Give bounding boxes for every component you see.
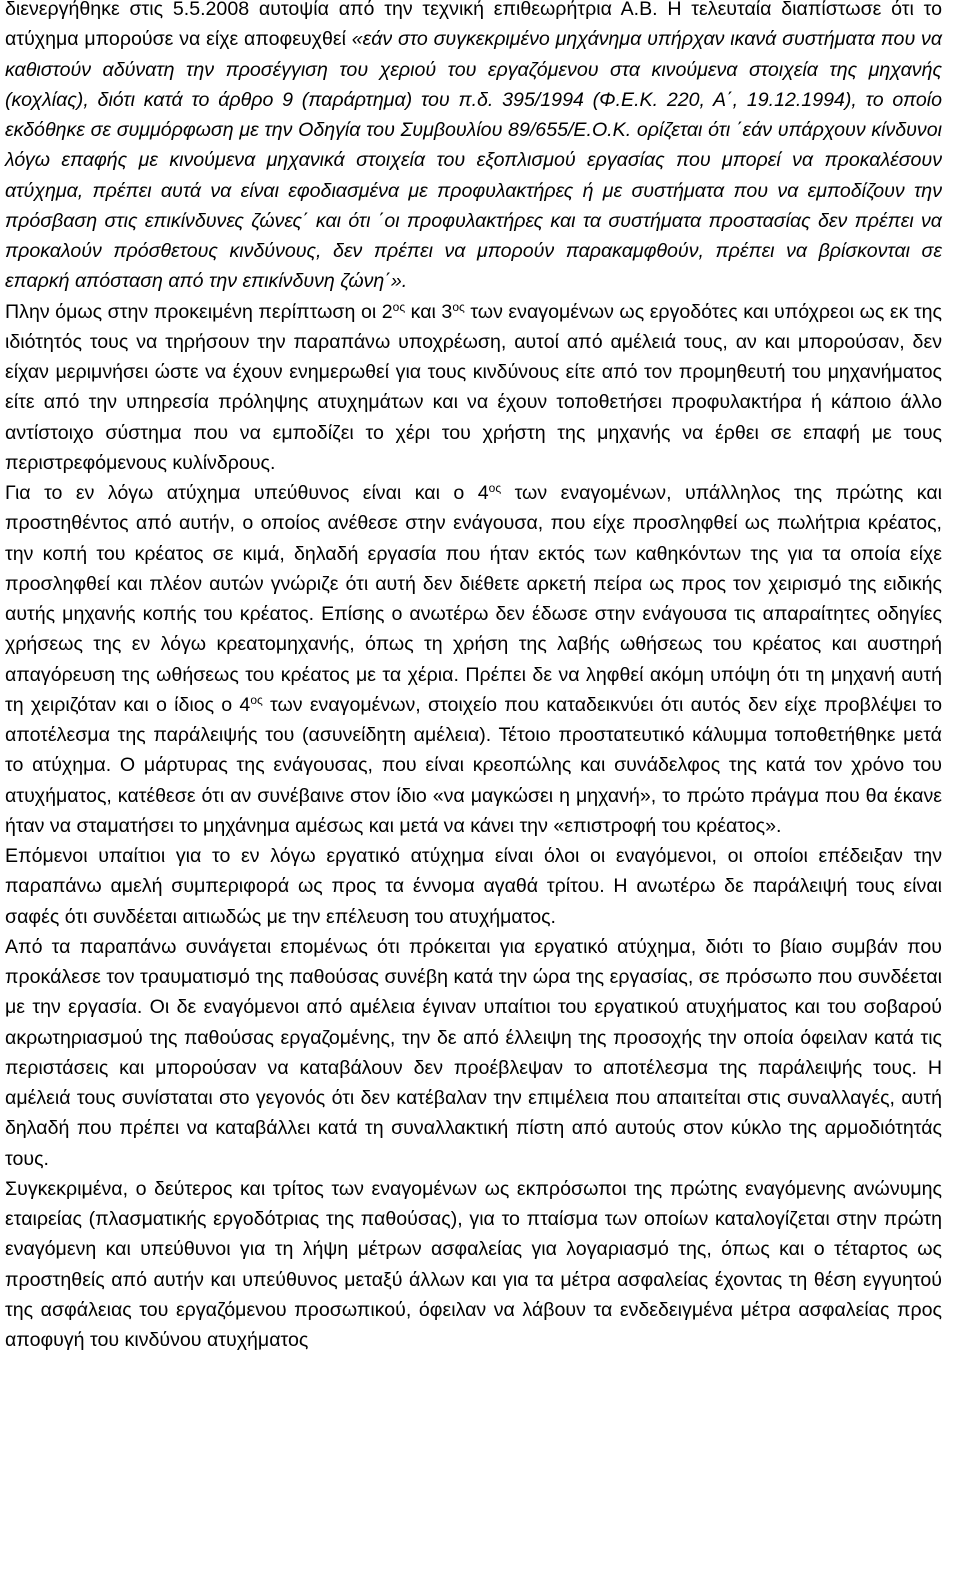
- document-page: [5, 0, 942, 1355]
- paragraph-2: [5, 297, 942, 479]
- ordinal-superscript: ος: [250, 692, 263, 707]
- ordinal-superscript: ος: [488, 481, 502, 495]
- paragraph-2-text-a: Πλην όμως στην προκειμένη περίπτωση οι 2: [5, 300, 393, 323]
- paragraph-3-text-a: Για το εν λόγω ατύχημα υπεύθυνος είναι και ο 4: [5, 482, 489, 504]
- paragraph-3: [5, 478, 942, 841]
- paragraph-1: [5, 0, 942, 297]
- paragraph-5: Από τα παραπάνω συνάγεται επομένως ότι πρόκειται για εργατικό ατύχημα, διότι το βίαιο συμβάν που προκάλεσε τον τραυματισμό της παθούσας συνέβη κατά την ώρα της εργασίας, σε πρόσωπο που συνδέεται με την εργασία. Οι δε εναγόμενοι από αμέλεια έγιναν υπαίτιοι του εργατικού ατυχήματος και του σοβαρού ακρωτηριασμού της παθούσας εργαζομένης, την δε από έλλειψη της προσοχής την οποία όφειλαν κατά τις περιστάσεις και μπορούσαν να καταβάλουν δεν προέβλεψαν το αποτέλεσμα της παράλειψής τους. Η αμέλειά τους συνίσταται στο γεγονός ότι δεν κατέβαλαν την επιμέλεια που απαιτείται στις συναλλαγές, αυτή δηλαδή που πρέπει να καταβάλλει κατά τη συναλλακτική πίστη από αυτούς στον κύκλο της αρμοδιότητάς τους.: [5, 935, 942, 1170]
- ordinal-superscript: ος: [452, 299, 465, 314]
- paragraph-6: Συγκεκριμένα, ο δεύτερος και τρίτος των εναγομένων ως εκπρόσωποι της πρώτης εναγόμενης ανώνυμης εταιρείας (πλασματικής εργοδότριας της παθούσας), για το πταίσμα των οποίων καταλογίζεται στην πρώτη εναγόμενη και υπεύθυνοι για τη λήψη μέτρων ασφαλείας για λογαριασμό της, όπως και ο τέταρτος ως προστηθείς από αυτήν και υπεύθυνος μεταξύ άλλων και για τα μέτρα ασφαλείας έχοντας τη θέση εγγυητού της ασφάλειας του εργαζόμενου προσωπικού, όφειλαν να λάβουν τα ενδεδειγμένα μέτρα ασφαλείας προς αποφυγή του κινδύνου ατυχήματος: [5, 1177, 942, 1351]
- paragraph-3-text-c: των εναγομένων, στοιχείο που καταδεικνύει ότι αυτός δεν είχε προβλέψει το αποτέλεσμα της παράλειψής του (ασυνείδητη αμέλεια). Τέτοιο προστατευτικό κάλυμμα τοποθετήθηκε μετά το ατύχημα. Ο μάρτυρας της ενάγουσας, που είναι κρεοπώλης και συνάδελφος της κατά τον χρόνο του ατυχήματος, κατέθεσε ότι αν συνέβαινε στον ίδιο «να μαγκώσει η μηχανή», το πρώτο πράγμα που θα έκανε ήταν να σταματήσει το μηχάνημα αμέσως και μετά να κάνει την «επιστροφή του κρέατος».: [5, 693, 942, 837]
- paragraph-1-intro: διενεργήθηκε στις 5.5.2008 αυτοψία από την τεχνική επιθεωρήτρια Α.Β. Η τελευταία διαπίστωσε ότι το ατύχημα μπορούσε να είχε αποφευχθεί: [5, 0, 942, 51]
- inspection-quote-continued: ορίζεται ότι ΄εάν υπάρχουν κίνδυνοι λόγω επαφής με κινούμενα μηχανικά στοιχεία του εξοπλισμού εργασίας που μπορεί να προκαλέσουν ατύχημα, πρέπει αυτά να είναι εφοδιασμένα με προφυλακτήρες ή με συστήματα που να εμποδίζουν την πρόσβαση στις επικίνδυνες ζώνες΄ και ότι ΄οι προφυλακτήρες και τα συστήματα προστασίας δεν πρέπει να προκαλούν πρόσθετους κινδύνους, δεν πρέπει να μπορούν παρακαμφθούν, πρέπει να βρίσκονται σε επαρκή απόσταση από την επικίνδυνη ζώνη΄».: [5, 119, 942, 293]
- paragraph-2-text-b: και 3: [405, 300, 453, 323]
- ordinal-superscript: ος: [392, 299, 406, 314]
- paragraph-3-text-b: των εναγομένων, υπάλληλος της πρώτης και προστηθέντος από αυτήν, ο οποίος ανέθεσε στην ενάγουσα, που είχε προσληφθεί ως πωλήτρια κρέατος, την κοπή του κρέατος σε κιμά, δηλαδή εργασία που ήταν εκτός των καθηκόντων της για τα οποία είχε προσληφθεί και πλέον αυτών γνώριζε ότι αυτή δεν διέθετε αρκετή πείρα ως προς τον χειρισμό της ειδικής αυτής μηχανής κοπής του κρέατος. Επίσης ο ανωτέρω δεν έδωσε στην ενάγουσα τις απαραίτητες οδηγίες χρήσεως της εν λόγω κρεατομηχανής, όπως τη χρήση της λαβής ωθήσεως του κρέατος και αυστηρή απαγόρευση της ωθήσεως του κρέατος με τα χέρια. Πρέπει δε να ληφθεί ακόμη υπόψη ότι τη μηχανή αυτή τη χειριζόταν και ο ίδιος ο 4: [5, 482, 942, 716]
- inspection-quote: «εάν στο συγκεκριμένο μηχάνημα υπήρχαν ικανά συστήματα που να καθιστούν αδύνατη την προσέγγιση του χεριού του εργαζόμενου στα κινούμενα στοιχεία της μηχανής (κοχλίας), διότι κατά το άρθρο 9 (παράρτημα) του π.δ. 395/1994 (Φ.Ε.Κ. 220, Α΄, 19.12.1994), το οποίο εκδόθηκε σε συμμόρφωση με την Οδηγία του Συμβουλίου 89/655/Ε.Ο.Κ.: [5, 28, 942, 141]
- paragraph-4: Επόμενοι υπαίτιοι για το εν λόγω εργατικό ατύχημα είναι όλοι οι εναγόμενοι, οι οποίοι επέδειξαν την παραπάνω αμελή συμπεριφορά ως προς τα έννομα αγαθά τρίτου. Η ανωτέρω δε παράλειψή τους είναι σαφές ότι συνδέεται αιτιωδώς με την επέλευση του ατυχήματος.: [5, 845, 942, 928]
- paragraph-2-text-c: των εναγομένων ως εργοδότες και υπόχρεοι ως εκ της ιδιότητός τους να τηρήσουν την παραπάνω υποχρέωση, αυτοί από αμέλειά τους, αν και μπορούσαν, δεν είχαν μεριμνήσει ώστε να έχουν ενημερωθεί για τους κινδύνους είτε από τον προμηθευτή του μηχανήματος είτε από την υπηρεσία πρόληψης ατυχημάτων και να έχουν τοποθετήσει προφυλακτήρα ή κάποιο άλλο αντίστοιχο σύστημα που να εμποδίζει το χέρι του χρήστη της μηχανής να έρθει σε επαφή με τους περιστρεφόμενους κυλίνδρους.: [5, 300, 942, 474]
